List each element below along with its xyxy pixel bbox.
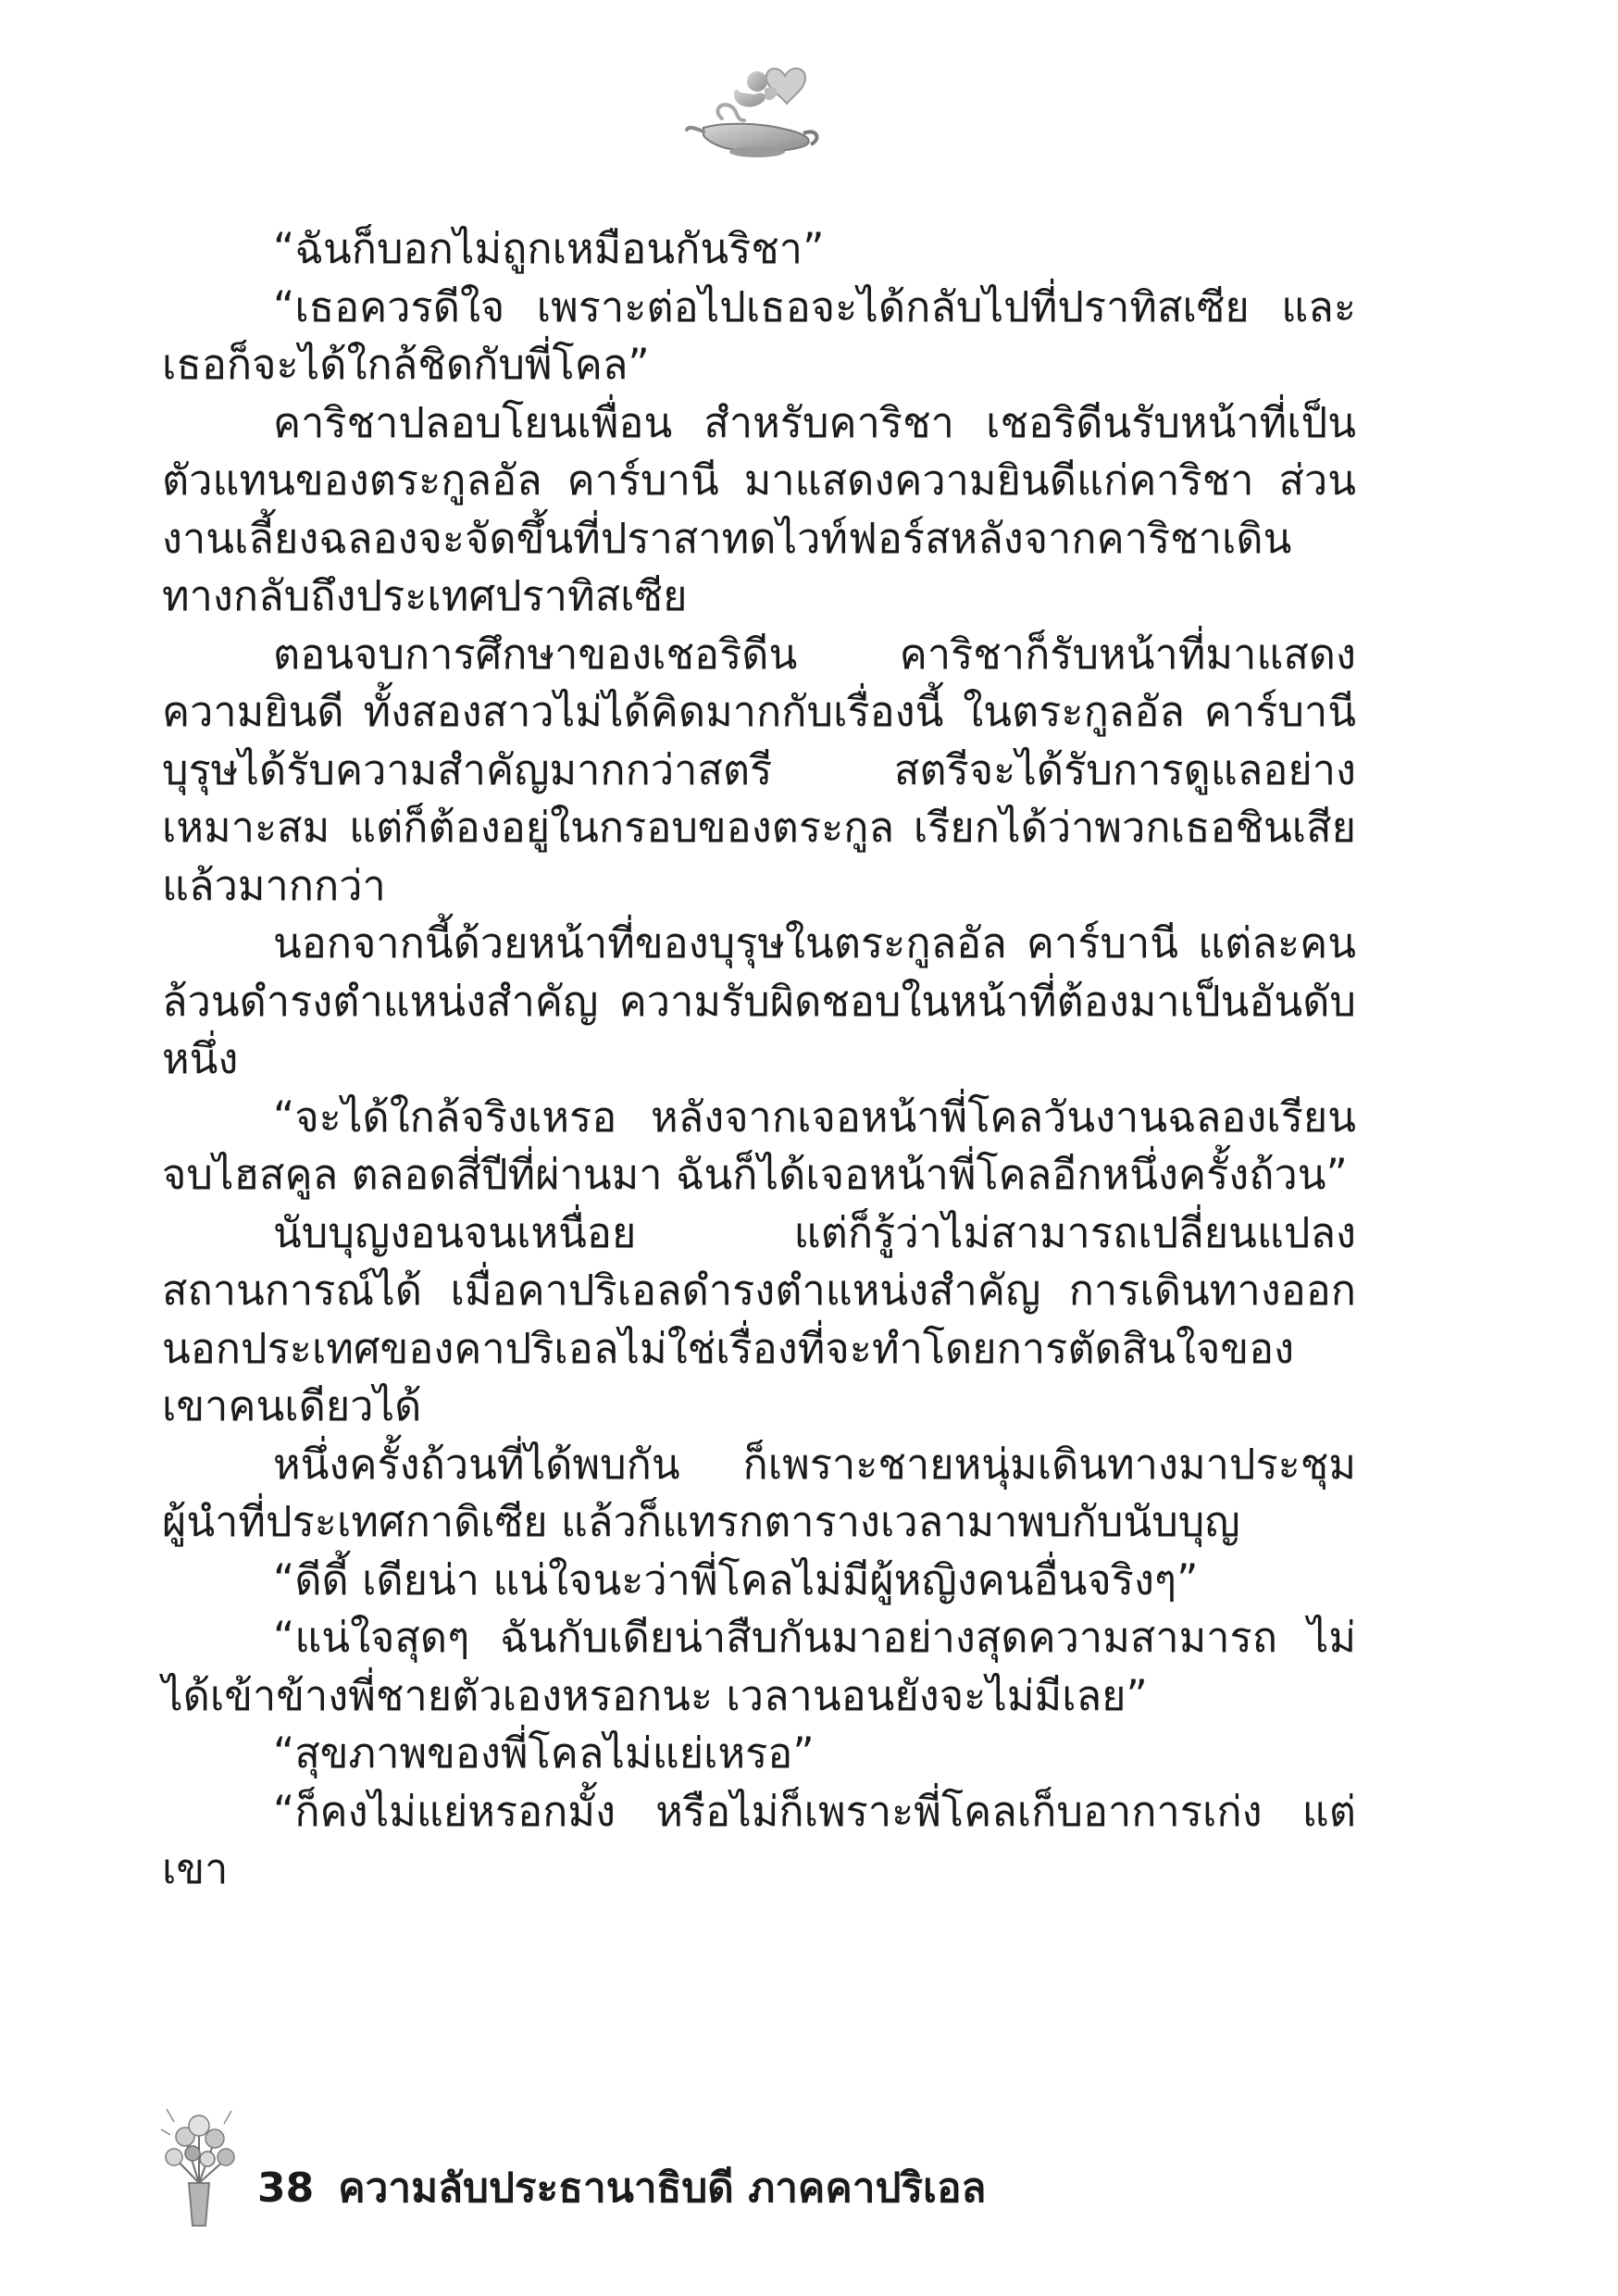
paragraph: “ดีดี้ เดียน่า แน่ใจนะว่าพี่โคลไม่มีผู้หญิงคนอื่นจริงๆ”: [273, 1554, 1199, 1604]
paragraph: “สุขภาพของพี่โคลไม่แย่เหรอ”: [273, 1728, 815, 1778]
body-text: [162, 220, 1356, 1899]
paragraph: นอกจากนี้ด้วยหน้าที่ของบุรุษในตระกูลอัล คาร์บานี แต่ละคนล้วนดำรงตำแหน่งสำคัญ ความรับผิดชอบในหน้าที่ต้องมาเป็นอันดับหนึ่ง: [162, 918, 1356, 1083]
paragraph: “เธอควรดีใจ เพราะต่อไปเธอจะได้กลับไปที่ปราทิสเซีย และเธอก็จะได้ใกล้ชิดกับพี่โคล”: [162, 281, 1356, 389]
book-title: ความลับประธานาธิบดี ภาคคาปริเอล: [338, 2165, 987, 2212]
paragraph: ตอนจบการศึกษาของเชอริดีน คาริชาก็รับหน้าที่มาแสดงความยินดี ทั้งสองสาวไม่ได้คิดมากกับเรื่องนี้ ในตระกูลอัล คาร์บานี บุรุษได้รับความสำคัญมากกว่าสตรี สตรีจะได้รับการดูแลอย่างเหมาะสม แต่ก็ต้องอยู่ในกรอบของตระกูล เรียกได้ว่าพวกเธอชินเสียแล้วมากกว่า: [162, 629, 1356, 910]
flower-vase-icon: [148, 2102, 250, 2231]
footer-text: [257, 2155, 986, 2220]
paragraph: “ก็คงไม่แย่หรอกมั้ง หรือไม่ก็เพราะพี่โคลเก็บอาการเก่ง แต่เขา: [162, 1786, 1356, 1893]
paragraph: “แน่ใจสุดๆ ฉันกับเดียน่าสืบกันมาอย่างสุดความสามารถ ไม่ได้เข้าข้างพี่ชายตัวเองหรอกนะ เวลานอนยังจะไม่มีเลย”: [162, 1613, 1356, 1720]
paragraph: หนึ่งครั้งถ้วนที่ได้พบกัน ก็เพราะชายหนุ่มเดินทางมาประชุมผู้นำที่ประเทศกาดิเซีย แล้วก็แทรกตารางเวลามาพบกับนับบุญ: [162, 1439, 1356, 1546]
paragraph: นับบุญงอนจนเหนื่อย แต่ก็รู้ว่าไม่สามารถเปลี่ยนแปลงสถานการณ์ได้ เมื่อคาปริเอลดำรงตำแหน่งสำคัญ การเดินทางออกนอกประเทศของคาปริเอลไม่ใช่เรื่องที่จะทำโดยการตัดสินใจของเขาคนเดียวได้: [162, 1207, 1356, 1430]
cherub-lamp-ornament-icon: [685, 56, 824, 162]
paragraph: “จะได้ใกล้จริงเหรอ หลังจากเจอหน้าพี่โคลวันงานฉลองเรียนจบไฮสคูล ตลอดสี่ปีที่ผ่านมา ฉันก็ได้เจอหน้าพี่โคลอีกหนึ่งครั้งถ้วน”: [162, 1092, 1356, 1199]
paragraph: “ฉันก็บอกไม่ถูกเหมือนกันริชา”: [273, 224, 825, 273]
page-footer: [148, 2102, 1351, 2231]
paragraph: คาริชาปลอบโยนเพื่อน สำหรับคาริชา เชอริดีนรับหน้าที่เป็นตัวแทนของตระกูลอัล คาร์บานี มาแสดงความยินดีแก่คาริชา ส่วนงานเลี้ยงฉลองจะจัดขึ้นที่ปราสาทดไวท์ฟอร์สหลังจากคาริชาเดินทางกลับถึงประเทศปราทิสเซีย: [162, 397, 1356, 620]
page-number: 38: [257, 2165, 315, 2212]
